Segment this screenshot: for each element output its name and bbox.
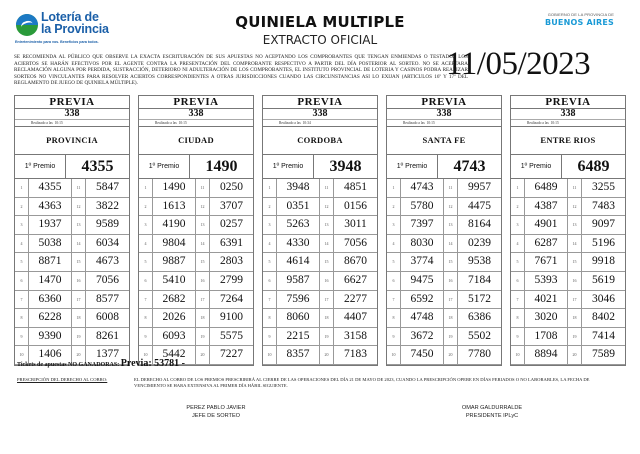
board-entre-rios bbox=[510, 95, 626, 366]
position-index: 18 bbox=[568, 309, 582, 328]
prize-number: 8261 bbox=[86, 328, 129, 347]
prize-number: 3255 bbox=[582, 179, 625, 198]
prize-number: 9589 bbox=[86, 216, 129, 235]
signature-draw-chief bbox=[176, 404, 256, 420]
prize-number: 6228 bbox=[29, 309, 72, 328]
prize-number: 7264 bbox=[210, 291, 253, 310]
position-index: 12 bbox=[320, 198, 334, 217]
position-index: 12 bbox=[196, 198, 210, 217]
prize-number: 6386 bbox=[458, 309, 501, 328]
prize-number: 0257 bbox=[210, 216, 253, 235]
position-index: 13 bbox=[568, 216, 582, 235]
tickets-value: Previa: 53781 - bbox=[120, 358, 185, 369]
position-index: 4 bbox=[263, 235, 277, 254]
prize-number: 9587 bbox=[277, 272, 320, 291]
prize-number: 4407 bbox=[334, 309, 377, 328]
first-prize bbox=[139, 155, 253, 179]
time-label: Realizado a las bbox=[155, 121, 177, 125]
prize-number: 5263 bbox=[277, 216, 320, 235]
position-index: 8 bbox=[139, 309, 153, 328]
position-index: 18 bbox=[72, 309, 86, 328]
board-city: CIUDAD bbox=[139, 127, 253, 155]
prize-number: 7780 bbox=[458, 346, 501, 365]
position-index: 20 bbox=[444, 346, 458, 365]
board-draw-name: PREVIA bbox=[15, 96, 129, 109]
position-index: 19 bbox=[568, 328, 582, 347]
time-value: 10:34 bbox=[302, 121, 311, 125]
board-draw-time bbox=[15, 120, 129, 127]
prize-number: 8060 bbox=[277, 309, 320, 328]
position-index: 7 bbox=[387, 291, 401, 310]
position-index: 8 bbox=[263, 309, 277, 328]
prize-number: 6391 bbox=[210, 235, 253, 254]
prize-number: 1708 bbox=[525, 328, 568, 347]
board-city: SANTA FE bbox=[387, 127, 501, 155]
board-draw-name: PREVIA bbox=[263, 96, 377, 109]
prize-number: 9957 bbox=[458, 179, 501, 198]
position-index: 1 bbox=[263, 179, 277, 198]
prize-number: 5410 bbox=[153, 272, 196, 291]
prize-number: 3672 bbox=[401, 328, 444, 347]
prize-number: 7450 bbox=[401, 346, 444, 365]
time-label: Realizado a las bbox=[279, 121, 301, 125]
position-index: 11 bbox=[72, 179, 86, 198]
prize-number: 3158 bbox=[334, 328, 377, 347]
position-index: 12 bbox=[568, 198, 582, 217]
prize-number: 9475 bbox=[401, 272, 444, 291]
prize-number: 0156 bbox=[334, 198, 377, 217]
board-draw-time bbox=[263, 120, 377, 127]
position-index: 10 bbox=[387, 346, 401, 365]
position-index: 15 bbox=[568, 253, 582, 272]
first-prize-value: 1490 bbox=[205, 158, 238, 175]
position-index: 2 bbox=[387, 198, 401, 217]
first-prize bbox=[387, 155, 501, 179]
prize-number: 7227 bbox=[210, 346, 253, 365]
position-index: 10 bbox=[15, 346, 29, 365]
prize-number: 4901 bbox=[525, 216, 568, 235]
position-index: 16 bbox=[568, 272, 582, 291]
board-draw-name: PREVIA bbox=[511, 96, 625, 109]
position-index: 14 bbox=[196, 235, 210, 254]
prize-number: 3822 bbox=[86, 198, 129, 217]
time-label: Realizado a las bbox=[527, 121, 549, 125]
board-provincia bbox=[14, 95, 130, 366]
prize-number: 4190 bbox=[153, 216, 196, 235]
prize-number: 5619 bbox=[582, 272, 625, 291]
prize-number: 7056 bbox=[86, 272, 129, 291]
time-label: Realizado a las bbox=[403, 121, 425, 125]
position-index: 7 bbox=[139, 291, 153, 310]
board-draw-number: 338 bbox=[387, 109, 501, 120]
position-index: 13 bbox=[72, 216, 86, 235]
prize-number: 8030 bbox=[401, 235, 444, 254]
gov-small-text: GOBIERNO DE LA PROVINCIA DE bbox=[547, 12, 614, 17]
prize-number: 9538 bbox=[458, 253, 501, 272]
board-cordoba bbox=[262, 95, 378, 366]
position-index: 2 bbox=[139, 198, 153, 217]
board-city: PROVINCIA bbox=[15, 127, 129, 155]
prize-number: 2799 bbox=[210, 272, 253, 291]
position-index: 5 bbox=[387, 253, 401, 272]
prize-number: 6489 bbox=[525, 179, 568, 198]
prize-number: 4614 bbox=[277, 253, 320, 272]
logo-line-2: la Provincia bbox=[41, 22, 109, 36]
first-prize-label: 1º Premio bbox=[139, 155, 190, 178]
position-index: 12 bbox=[72, 198, 86, 217]
prize-number: 4355 bbox=[29, 179, 72, 198]
prize-number: 3948 bbox=[277, 179, 320, 198]
position-index: 17 bbox=[196, 291, 210, 310]
board-draw-time bbox=[511, 120, 625, 127]
prize-number: 4330 bbox=[277, 235, 320, 254]
prize-number: 5575 bbox=[210, 328, 253, 347]
board-draw-time bbox=[387, 120, 501, 127]
position-index: 10 bbox=[263, 346, 277, 365]
position-index: 10 bbox=[139, 346, 153, 365]
prize-number: 1470 bbox=[29, 272, 72, 291]
prize-number: 1406 bbox=[29, 346, 72, 365]
board-draw-time bbox=[139, 120, 253, 127]
public-notice: SE RECOMIENDA AL PÚBLICO QUE OBSERVE LA EXACTA ESCRITURACIÓN DE SUS APUESTAS NO ACEPTANDO LOS COMPROBANTES QUE TENGAN ENMIENDAS O TESTADOS LOS ACIERTOS SE HARÁN EFECTIVOS POR EL AGENTE CONTRA LA PRESENTACIÓN DEL COMPROBANTE RESPECTIVO A PARTIR DEL DÍA POSTERIOR AL SORTEO. NO SE ACEPTARA RECLAMACIÓN ALGUNA POR PERDIDA, SUSTRACCIÓN, DETERIORO NI ADULTERACIÓN DE LOS COMPROBANTES, EL INSTITUTO PROVINCIAL DE LOTERIA Y CASINOS PODRA REALIZAR SORTEOS NO VINCULANTES PARA RESOLVER ACIERTOS CORRESPONDIENTES A OTRAS JURISDICCIONES CUANDO LAS CIRCUNSTANCIAS ASI LO EXIJAN (ARTICULOS 16º Y 17º DEL REGLAMENTO DE JUEGO DE QUINIELA MÚLTIPLE). bbox=[14, 54, 468, 87]
results-boards bbox=[14, 95, 628, 361]
first-prize-label: 1º Premio bbox=[511, 155, 562, 178]
signature-name: OMAR GALDURRALDE bbox=[461, 405, 523, 411]
prize-number: 7589 bbox=[582, 346, 625, 365]
prize-number: 2803 bbox=[210, 253, 253, 272]
prize-number: 2026 bbox=[153, 309, 196, 328]
board-draw-number: 338 bbox=[263, 109, 377, 120]
position-index: 6 bbox=[15, 272, 29, 291]
position-index: 3 bbox=[387, 216, 401, 235]
prize-number: 5780 bbox=[401, 198, 444, 217]
position-index: 11 bbox=[320, 179, 334, 198]
signature-president bbox=[452, 404, 532, 420]
position-index: 17 bbox=[444, 291, 458, 310]
prize-table bbox=[263, 179, 377, 365]
prize-number: 2215 bbox=[277, 328, 320, 347]
page-subtitle: EXTRACTO OFICIAL bbox=[262, 33, 378, 47]
prize-table bbox=[139, 179, 253, 365]
position-index: 11 bbox=[568, 179, 582, 198]
position-index: 20 bbox=[196, 346, 210, 365]
position-index: 14 bbox=[568, 235, 582, 254]
time-value: 10:15 bbox=[426, 121, 435, 125]
position-index: 11 bbox=[444, 179, 458, 198]
position-index: 10 bbox=[511, 346, 525, 365]
position-index: 15 bbox=[72, 253, 86, 272]
prize-number: 7414 bbox=[582, 328, 625, 347]
position-index: 16 bbox=[444, 272, 458, 291]
position-index: 5 bbox=[511, 253, 525, 272]
prize-table bbox=[511, 179, 625, 365]
first-prize-value: 3948 bbox=[329, 158, 362, 175]
board-draw-number: 338 bbox=[139, 109, 253, 120]
position-index: 17 bbox=[72, 291, 86, 310]
prize-number: 5502 bbox=[458, 328, 501, 347]
prize-number: 5172 bbox=[458, 291, 501, 310]
prize-number: 4743 bbox=[401, 179, 444, 198]
position-index: 1 bbox=[15, 179, 29, 198]
prize-number: 1377 bbox=[86, 346, 129, 365]
position-index: 19 bbox=[196, 328, 210, 347]
position-index: 9 bbox=[511, 328, 525, 347]
position-index: 20 bbox=[320, 346, 334, 365]
prize-number: 4748 bbox=[401, 309, 444, 328]
position-index: 15 bbox=[196, 253, 210, 272]
prize-number: 5847 bbox=[86, 179, 129, 198]
position-index: 3 bbox=[263, 216, 277, 235]
prize-number: 9804 bbox=[153, 235, 196, 254]
prize-number: 0250 bbox=[210, 179, 253, 198]
first-prize-value: 4355 bbox=[81, 158, 114, 175]
first-prize-label: 1º Premio bbox=[15, 155, 66, 178]
prize-number: 6008 bbox=[86, 309, 129, 328]
prize-number: 6627 bbox=[334, 272, 377, 291]
prize-number: 9390 bbox=[29, 328, 72, 347]
logo-line-1: Lotería de bbox=[41, 10, 99, 24]
logo-tagline: Entretenimiento para vos. Beneficios para todos. bbox=[15, 40, 99, 44]
position-index: 4 bbox=[15, 235, 29, 254]
prize-number: 3046 bbox=[582, 291, 625, 310]
position-index: 14 bbox=[320, 235, 334, 254]
position-index: 6 bbox=[263, 272, 277, 291]
time-value: 10:15 bbox=[54, 121, 63, 125]
signature-role: JEFE DE SORTEO bbox=[191, 413, 241, 419]
position-index: 3 bbox=[15, 216, 29, 235]
time-value: 10:15 bbox=[550, 121, 559, 125]
prize-number: 9887 bbox=[153, 253, 196, 272]
position-index: 6 bbox=[511, 272, 525, 291]
signature-name: PEREZ PABLO JAVIER bbox=[186, 405, 246, 411]
tickets-label: Tickets de apuestas NO GANADORAS: bbox=[17, 362, 120, 368]
position-index: 15 bbox=[320, 253, 334, 272]
prize-number: 4475 bbox=[458, 198, 501, 217]
signature-role: PRESIDENTE IPLyC bbox=[465, 413, 519, 419]
position-index: 13 bbox=[320, 216, 334, 235]
position-index: 12 bbox=[444, 198, 458, 217]
position-index: 6 bbox=[387, 272, 401, 291]
position-index: 1 bbox=[139, 179, 153, 198]
prize-number: 3707 bbox=[210, 198, 253, 217]
prize-number: 3020 bbox=[525, 309, 568, 328]
board-ciudad bbox=[138, 95, 254, 366]
draw-date: 11/05/2023 bbox=[446, 46, 591, 82]
first-prize-value: 6489 bbox=[577, 158, 610, 175]
position-index: 11 bbox=[196, 179, 210, 198]
position-index: 9 bbox=[139, 328, 153, 347]
position-index: 16 bbox=[196, 272, 210, 291]
first-prize bbox=[263, 155, 377, 179]
first-prize bbox=[511, 155, 625, 179]
position-index: 5 bbox=[139, 253, 153, 272]
board-draw-number: 338 bbox=[15, 109, 129, 120]
prize-number: 1613 bbox=[153, 198, 196, 217]
prize-number: 7483 bbox=[582, 198, 625, 217]
position-index: 18 bbox=[320, 309, 334, 328]
prize-number: 0351 bbox=[277, 198, 320, 217]
first-prize-label: 1º Premio bbox=[387, 155, 438, 178]
position-index: 9 bbox=[15, 328, 29, 347]
prize-number: 9097 bbox=[582, 216, 625, 235]
prize-number: 4387 bbox=[525, 198, 568, 217]
prize-number: 4363 bbox=[29, 198, 72, 217]
prize-number: 1490 bbox=[153, 179, 196, 198]
prize-number: 6287 bbox=[525, 235, 568, 254]
prize-number: 7397 bbox=[401, 216, 444, 235]
prize-table bbox=[15, 179, 129, 365]
prize-number: 8670 bbox=[334, 253, 377, 272]
position-index: 2 bbox=[263, 198, 277, 217]
position-index: 2 bbox=[511, 198, 525, 217]
prize-number: 8577 bbox=[86, 291, 129, 310]
prize-number: 3774 bbox=[401, 253, 444, 272]
prize-number: 7183 bbox=[334, 346, 377, 365]
position-index: 13 bbox=[196, 216, 210, 235]
prize-number: 4021 bbox=[525, 291, 568, 310]
position-index: 3 bbox=[511, 216, 525, 235]
time-value: 10:15 bbox=[178, 121, 187, 125]
prize-number: 2682 bbox=[153, 291, 196, 310]
first-prize-value: 4743 bbox=[453, 158, 486, 175]
position-index: 4 bbox=[387, 235, 401, 254]
prize-number: 4851 bbox=[334, 179, 377, 198]
prize-number: 7671 bbox=[525, 253, 568, 272]
position-index: 19 bbox=[444, 328, 458, 347]
board-draw-number: 338 bbox=[511, 109, 625, 120]
prize-number: 9918 bbox=[582, 253, 625, 272]
prize-number: 6592 bbox=[401, 291, 444, 310]
position-index: 8 bbox=[15, 309, 29, 328]
prize-number: 4673 bbox=[86, 253, 129, 272]
prize-number: 7184 bbox=[458, 272, 501, 291]
board-santa-fe bbox=[386, 95, 502, 366]
gov-big-text: BUENOS AIRES bbox=[544, 18, 614, 27]
position-index: 19 bbox=[72, 328, 86, 347]
prize-number: 5442 bbox=[153, 346, 196, 365]
position-index: 7 bbox=[511, 291, 525, 310]
position-index: 20 bbox=[72, 346, 86, 365]
position-index: 14 bbox=[444, 235, 458, 254]
prize-number: 8871 bbox=[29, 253, 72, 272]
position-index: 3 bbox=[139, 216, 153, 235]
prize-number: 8164 bbox=[458, 216, 501, 235]
position-index: 5 bbox=[263, 253, 277, 272]
prize-number: 5038 bbox=[29, 235, 72, 254]
position-index: 17 bbox=[568, 291, 582, 310]
prize-number: 2277 bbox=[334, 291, 377, 310]
prize-number: 8357 bbox=[277, 346, 320, 365]
first-prize-label: 1º Premio bbox=[263, 155, 314, 178]
non-winning-tickets bbox=[17, 358, 185, 369]
prize-number: 5393 bbox=[525, 272, 568, 291]
first-prize bbox=[15, 155, 129, 179]
board-city: ENTRE RIOS bbox=[511, 127, 625, 155]
position-index: 7 bbox=[15, 291, 29, 310]
position-index: 18 bbox=[444, 309, 458, 328]
position-index: 1 bbox=[387, 179, 401, 198]
position-index: 19 bbox=[320, 328, 334, 347]
position-index: 4 bbox=[511, 235, 525, 254]
page-title: QUINIELA MULTIPLE bbox=[235, 13, 405, 31]
position-index: 4 bbox=[139, 235, 153, 254]
position-index: 7 bbox=[263, 291, 277, 310]
position-index: 1 bbox=[511, 179, 525, 198]
position-index: 14 bbox=[72, 235, 86, 254]
board-draw-name: PREVIA bbox=[387, 96, 501, 109]
position-index: 8 bbox=[511, 309, 525, 328]
prize-number: 6093 bbox=[153, 328, 196, 347]
prize-number: 8894 bbox=[525, 346, 568, 365]
position-index: 6 bbox=[139, 272, 153, 291]
prize-number: 6360 bbox=[29, 291, 72, 310]
position-index: 20 bbox=[568, 346, 582, 365]
board-city: CORDOBA bbox=[263, 127, 377, 155]
position-index: 2 bbox=[15, 198, 29, 217]
board-draw-name: PREVIA bbox=[139, 96, 253, 109]
position-index: 17 bbox=[320, 291, 334, 310]
prescription-text: EL DERECHO AL COBRO DE LOS PREMIOS PRESCRIBIRÁ AL CIERRE DE LAS OPERACIONES DEL DÍA 21 DE MAYO DE 2023, CUANDO LA PRESCRIPCIÓN OPERE EN DÍAS FERIADOS O NO LABORABLES, LA FECHA DE VENCIMIENTO SE HARA EXTENSIVA AL PRIMER DÍA HÁBIL SIGUIENTE. bbox=[134, 377, 590, 389]
position-index: 15 bbox=[444, 253, 458, 272]
prize-number: 9100 bbox=[210, 309, 253, 328]
prize-number: 6034 bbox=[86, 235, 129, 254]
position-index: 8 bbox=[387, 309, 401, 328]
position-index: 16 bbox=[72, 272, 86, 291]
time-label: Realizado a las bbox=[31, 121, 53, 125]
gov-logo bbox=[545, 12, 614, 27]
prize-number: 7056 bbox=[334, 235, 377, 254]
prize-number: 8402 bbox=[582, 309, 625, 328]
position-index: 16 bbox=[320, 272, 334, 291]
prize-number: 7596 bbox=[277, 291, 320, 310]
position-index: 18 bbox=[196, 309, 210, 328]
prize-number: 1937 bbox=[29, 216, 72, 235]
prescription-label: PRESCRIPCIÓN DEL DERECHO AL COBRO: bbox=[17, 377, 108, 382]
prize-number: 0239 bbox=[458, 235, 501, 254]
prize-number: 3011 bbox=[334, 216, 377, 235]
position-index: 9 bbox=[263, 328, 277, 347]
prize-table bbox=[387, 179, 501, 365]
position-index: 13 bbox=[444, 216, 458, 235]
position-index: 9 bbox=[387, 328, 401, 347]
prize-number: 5196 bbox=[582, 235, 625, 254]
position-index: 5 bbox=[15, 253, 29, 272]
